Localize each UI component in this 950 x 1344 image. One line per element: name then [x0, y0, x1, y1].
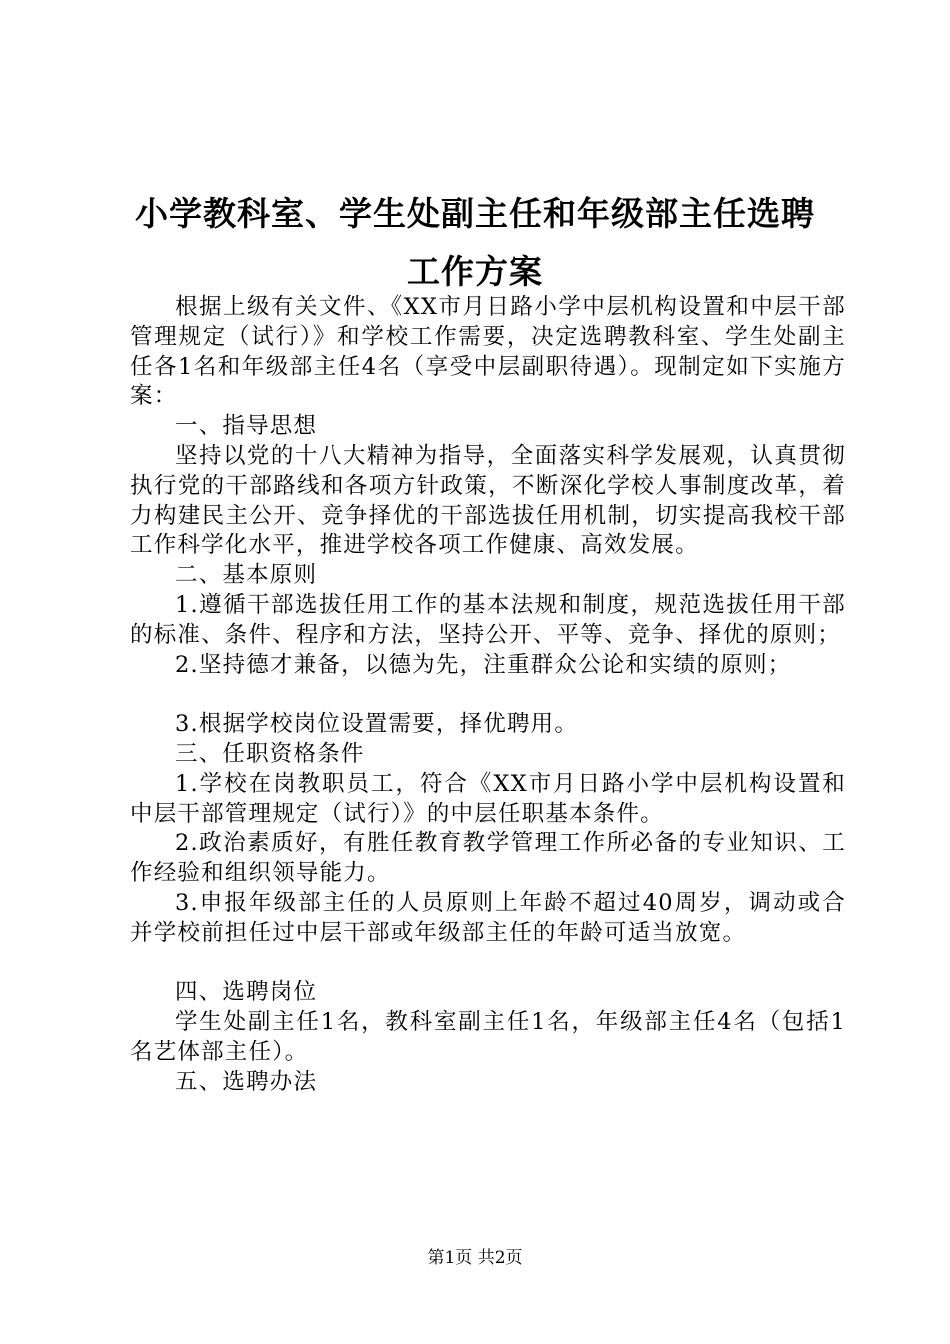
- paragraph: 1.学校在岗教职员工，符合《XX市月日路小学中层机构设置和中层干部管理规定（试行）》的中层任职基本条件。: [130, 770, 846, 827]
- paragraph: 2.政治素质好，有胜任教育教学管理工作所必备的专业知识、工作经验和组织领导能力。: [130, 830, 846, 887]
- paragraph: 3.根据学校岗位设置需要，择优聘用。: [175, 711, 579, 738]
- section-heading-3: 三、任职资格条件: [175, 740, 365, 767]
- section-heading-4: 四、选聘岗位: [175, 979, 318, 1006]
- document-title-line-2: 工作方案: [407, 252, 543, 291]
- paragraph: 坚持以党的十八大精神为指导，全面落实科学发展观，认真贯彻执行党的干部路线和各项方针政策，不断深化学校人事制度改革，着力构建民主公开、竞争择优的干部选拔任用机制，切实提高我校干部工作科学化水平，推进学校各项工作健康、高效发展。: [130, 442, 846, 559]
- blank-line: [130, 949, 846, 979]
- page-number: 第1页 共2页: [427, 1248, 523, 1268]
- document-title-line-1: 小学教科室、学生处副主任和年级部主任选聘: [135, 194, 815, 233]
- paragraph: 学生处副主任1名，教科室副主任1名，年级部主任4名（包括1名艺体部主任）。: [130, 1009, 846, 1065]
- paragraph: 3.申报年级部主任的人员原则上年龄不超过40周岁，调动或合并学校前担任过中层干部或年级部主任的年龄可适当放宽。: [130, 889, 846, 946]
- blank-line: [130, 680, 846, 710]
- paragraph: 2.坚持德才兼备，以德为先，注重群众公论和实绩的原则；: [175, 651, 792, 678]
- section-heading-2: 二、基本原则: [175, 562, 318, 589]
- section-heading-1: 一、指导思想: [175, 413, 318, 440]
- document-body: [130, 293, 846, 1098]
- paragraph-intro: 根据上级有关文件、《XX市月日路小学中层机构设置和中层干部管理规定（试行）》和学校工作需要，决定选聘教科室、学生处副主任各1名和年级部主任4名（享受中层副职待遇）。现制定如下实施方案：: [130, 294, 846, 410]
- section-heading-5: 五、选聘办法: [175, 1068, 318, 1095]
- paragraph: 1.遵循干部选拔任用工作的基本法规和制度，规范选拔任用干部的标准、条件、程序和方法，坚持公开、平等、竞争、择优的原则；: [130, 591, 846, 648]
